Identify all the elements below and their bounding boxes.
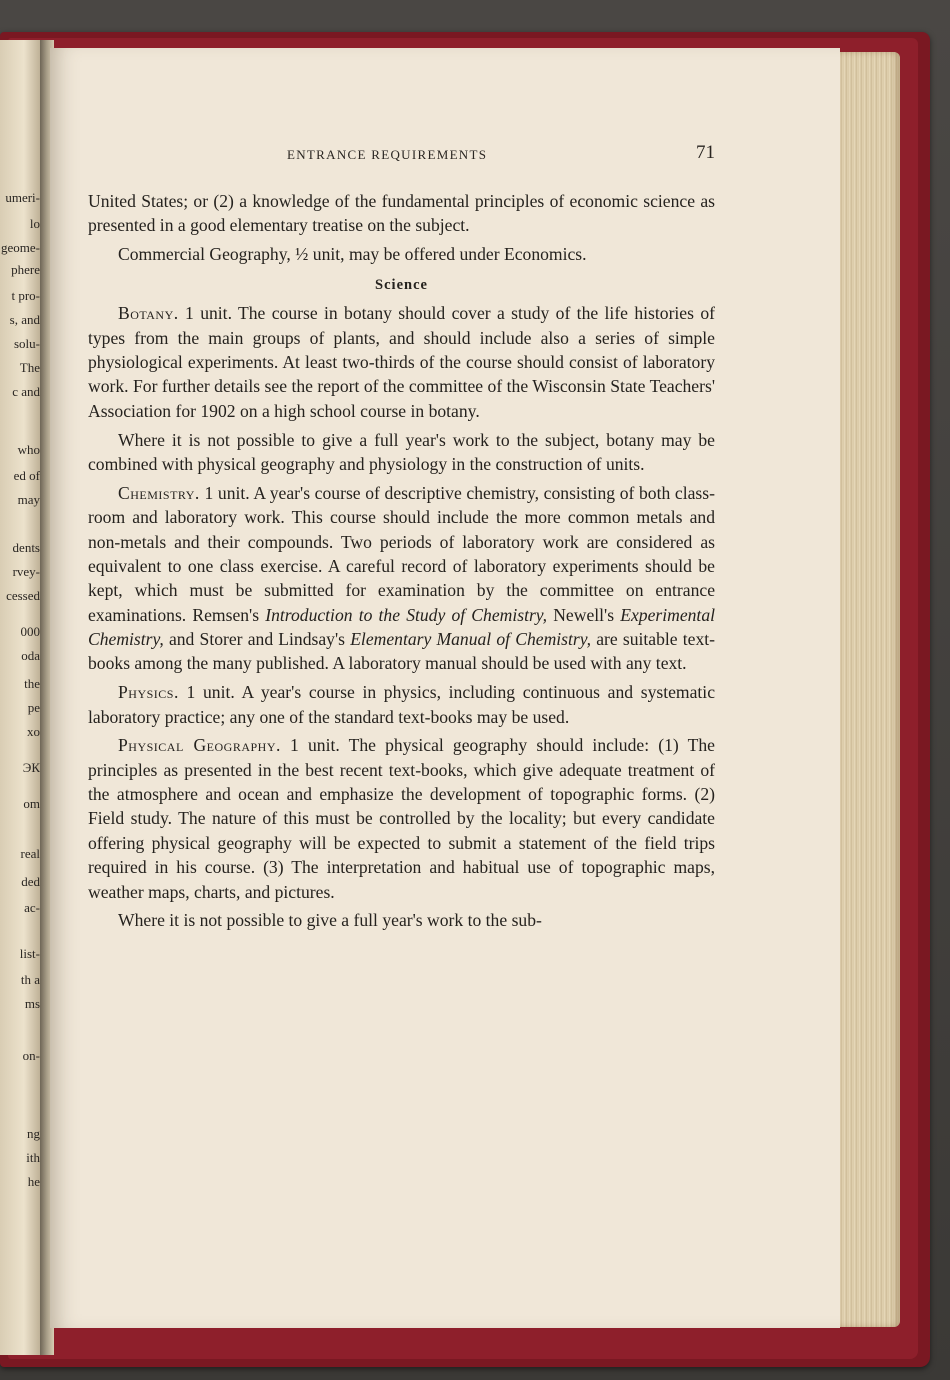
paragraph-economics-continued: United States; or (2) a knowledge of the fundamental principles of economic science as presented in a good elementary treatise on the subject. — [88, 191, 715, 236]
physical-geography-text: 1 unit. The physical geography should include: (1) The principles as presented in the best recent text-books, which give adequate treatment of the atmosphere and ocean and emphasize the development of topographic forms. (2) Field study. The nature of this must be controlled by the locality; but every candidate offering physical geography will be expected to submit a statement of the field trips required in his course. (3) The interpretation and habitual use of topographic maps, weather maps, charts, and pictures. — [88, 735, 715, 902]
left-page-edge — [0, 40, 40, 1355]
left-page-fragment: real — [20, 846, 40, 861]
left-page-fragment: solu- — [14, 336, 40, 351]
left-page-fragment: list- — [19, 946, 40, 961]
page-header — [287, 142, 715, 166]
chemistry-text: are suitable text-books among the many published. A laboratory manual should be used with any text. — [88, 628, 716, 674]
left-page-fragment: ЭК — [22, 760, 40, 775]
page-edges — [838, 52, 900, 1327]
left-page-fragment: on- — [22, 1048, 40, 1063]
botany-text: 1 unit. The course in botany should cover a study of the life histories of types from the main groups of plants, and should include also a series of simple physiological experiments. At least two-thirds of the course should consist of laboratory work. For further details see the report of the committee of the Wisconsin State Teachers' Association for 1902 on a high school course in botany. — [88, 303, 715, 421]
left-page-fragment: 000 — [20, 624, 40, 639]
left-page-fragment: phere — [11, 262, 40, 277]
left-page-fragment: geome- — [1, 240, 40, 255]
running-head: ENTRANCE REQUIREMENTS — [287, 147, 488, 162]
paragraph-botany-alternative: Where it is not possible to give a full year's work to the subject, botany may be combined with physical geography and physiology in the construction of units. — [88, 429, 715, 474]
left-page-fragment: ded — [21, 874, 40, 889]
chemistry-text: and Storer and Lindsay's — [163, 628, 351, 649]
left-page-fragment: the — [24, 676, 40, 691]
left-page-fragment: th a — [20, 972, 40, 987]
section-heading-science: Science — [375, 277, 428, 294]
paragraph-physical-geography — [88, 733, 715, 903]
book-title-remsen: Introduction to the Study of Chemistry, — [265, 604, 548, 625]
left-page-fragment: oda — [21, 648, 40, 663]
left-page-fragment: t pro- — [11, 288, 40, 303]
chemistry-text: 1 unit. A year's course of descriptive chemistry, consisting of both class-room and laboratory work. This course should include the more common metals and non-metals and their compounds. Two periods of laboratory work are considered as equivalent to one class exercise. A careful record of laboratory experiments should be kept, which must be submitted for examination by the committee on entrance examinations. Remsen's — [88, 482, 715, 625]
page-body — [88, 189, 715, 937]
left-page-fragment: xo — [27, 724, 40, 739]
paragraph-commercial-geography: Commercial Geography, ½ unit, may be offered under Economics. — [118, 244, 587, 265]
page-number: 71 — [696, 142, 715, 163]
left-page-fragment: he — [27, 1174, 40, 1189]
left-page-fragment: ng — [27, 1126, 40, 1141]
paragraph-botany — [88, 301, 715, 423]
paragraph-last-line: Where it is not possible to give a full year's work to the sub- — [118, 910, 542, 931]
physics-text: 1 unit. A year's course in physics, including continuous and systematic laboratory practice; any one of the standard text-books may be used. — [88, 682, 715, 727]
left-page-fragment: cessed — [6, 588, 40, 603]
physics-term: Physics. — [118, 682, 179, 703]
chemistry-term: Chemistry. — [118, 482, 200, 503]
left-page-fragment: s, and — [9, 312, 40, 327]
paragraph-chemistry — [88, 481, 715, 676]
left-page-fragment: ed of — [13, 468, 40, 483]
left-page-fragment: who — [17, 442, 40, 457]
botany-term: Botany. — [118, 303, 179, 324]
paragraph-physics — [88, 680, 715, 729]
left-page-fragment: pe — [27, 700, 40, 715]
left-page-fragment: dents — [12, 540, 40, 555]
left-page-fragment: The — [19, 360, 40, 375]
book-title-newell: Experimental Chemistry, — [88, 604, 715, 649]
left-page-fragment: om — [23, 796, 40, 811]
physical-geography-term: Physical Geography. — [118, 735, 281, 756]
chemistry-text: Newell's — [547, 604, 621, 625]
left-page-fragment: lo — [29, 216, 40, 231]
left-page-fragment: c and — [12, 384, 40, 399]
left-page-fragment: umeri- — [5, 190, 40, 205]
left-page-fragment: ms — [24, 996, 40, 1011]
book-title-storer-lindsay: Elementary Manual of Chemistry, — [350, 628, 592, 649]
left-page-fragment: rvey- — [12, 564, 40, 579]
left-page-fragment: ac- — [24, 900, 40, 915]
left-page-fragment: ith — [26, 1150, 40, 1165]
left-page-fragment: may — [17, 492, 40, 507]
